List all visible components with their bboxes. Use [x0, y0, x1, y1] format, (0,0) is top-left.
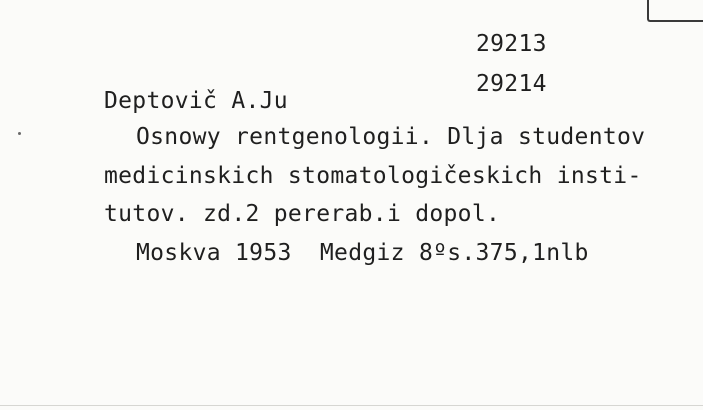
author-heading: Deptovič A.Ju [104, 88, 288, 114]
imprint-line: Moskva 1953 Medgiz 8ºs.375,1nlb [136, 240, 589, 266]
call-number-2: 29214 [476, 71, 547, 97]
title-line-3: tutov. zd.2 pererab.i dopol. [104, 201, 501, 227]
title-line-2: medicinskich stomatologičeskich insti- [104, 163, 642, 189]
title-line-1: Osnowy rentgenologii. Dlja studentov [136, 124, 646, 150]
card-bottom-edge [0, 405, 703, 406]
ink-speck [18, 132, 21, 135]
call-number-1: 29213 [476, 31, 547, 57]
corner-tab-mark [647, 0, 703, 22]
